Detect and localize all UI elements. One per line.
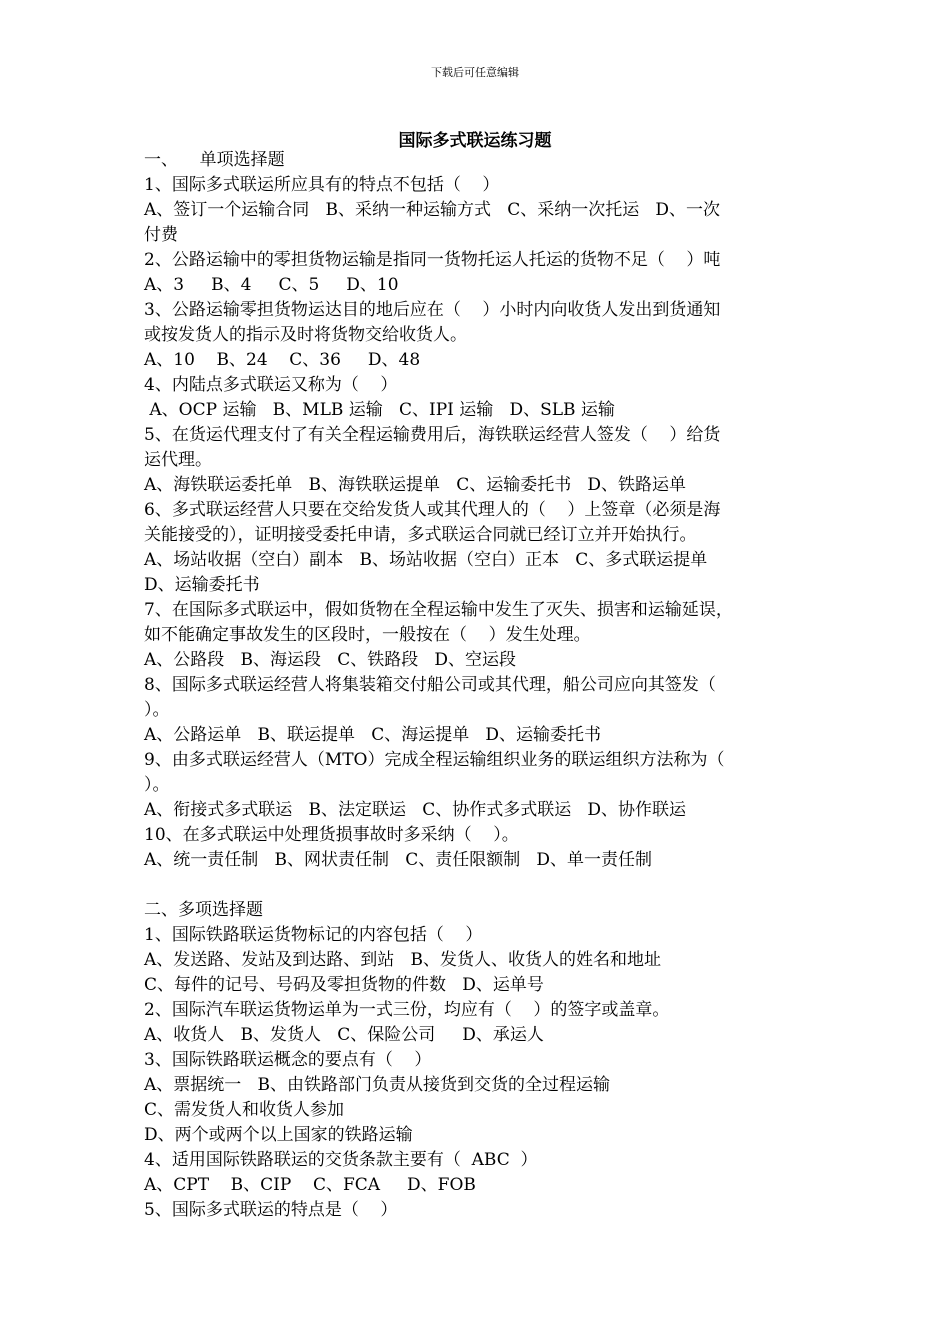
text-line: 6、多式联运经营人只要在交给发货人或其代理人的（ ）上签章（必须是海 [144,500,721,520]
text-line: A、公路运单 B、联运提单 C、海运提单 D、运输委托书 [144,725,602,745]
text-line: 如不能确定事故发生的区段时，一般按在（ ）发生处理。 [144,625,591,645]
text-line: 一、 单项选择题 [144,150,285,170]
text-line: A、统一责任制 B、网状责任制 C、责任限额制 D、单一责任制 [144,850,653,870]
text-line: D、两个或两个以上国家的铁路运输 [144,1125,413,1145]
text-line [144,873,812,898]
text-line: 1、国际多式联运所应具有的特点不包括（ ） [144,175,500,195]
document-title: 国际多式联运练习题 [398,131,552,151]
document-body [144,148,812,1223]
text-line: A、发送路、发站及到达路、到站 B、发货人、收货人的姓名和地址 [144,950,661,970]
text-line: A、票据统一 B、由铁路部门负责从接货到交货的全过程运输 [144,1075,610,1095]
text-line: 8、国际多式联运经营人将集装箱交付船公司或其代理，船公司应向其签发（ [144,675,716,695]
text-line: D、运输委托书 [144,575,260,595]
text-line: A、10 B、24 C、36 D、48 [144,350,421,370]
text-line: 运代理。 [144,450,212,470]
text-line: 10、在多式联运中处理货损事故时多采纳（ ）。 [144,825,519,845]
text-line: ）。 [144,700,170,720]
text-line: A、场站收据（空白）副本 B、场站收据（空白）正本 C、多式联运提单 [144,550,708,570]
text-line: A、公路段 B、海运段 C、铁路段 D、空运段 [144,650,517,670]
text-line: 或按发货人的指示及时将货物交给收货人。 [144,325,467,345]
text-line: 关能接受的），证明接受委托申请，多式联运合同就已经订立并开始执行。 [144,525,697,545]
text-line: A、海铁联运委托单 B、海铁联运提单 C、运输委托书 D、铁路运单 [144,475,687,495]
text-line: 二、多项选择题 [144,900,263,920]
text-line: 4、内陆点多式联运又称为（ ） [144,375,398,395]
text-line: 7、在国际多式联运中，假如货物在全程运输中发生了灭失、损害和运输延误， [144,600,733,620]
text-line: C、需发货人和收货人参加 [144,1100,345,1120]
text-line: C、每件的记号、号码及零担货物的件数 D、运单号 [144,975,544,995]
text-line: 5、在货运代理支付了有关全程运输费用后，海铁联运经营人签发（ ）给货 [144,425,721,445]
text-line: 1、国际铁路联运货物标记的内容包括（ ） [144,925,483,945]
text-line: ）。 [144,775,170,795]
text-line: A、签订一个运输合同 B、采纳一种运输方式 C、采纳一次托运 D、一次 [144,200,721,220]
text-line: 3、国际铁路联运概念的要点有（ ） [144,1050,432,1070]
text-line: A、3 B、4 C、5 D、10 [144,275,399,295]
text-line: 4、适用国际铁路联运的交货条款主要有（ ABC ） [144,1150,538,1170]
text-line: A、OCP 运输 B、MLB 运输 C、IPI 运输 D、SLB 运输 [144,400,615,420]
text-line: A、收货人 B、发货人 C、保险公司 D、承运人 [144,1025,544,1045]
text-line: 付费 [144,225,178,245]
text-line: 9、由多式联运经营人（MTO）完成全程运输组织业务的联运组织方法称为（ [144,750,725,770]
text-line: 5、国际多式联运的特点是（ ） [144,1200,398,1220]
text-line: 3、公路运输零担货物运达目的地后应在（ ）小时内向收货人发出到货通知 [144,300,721,320]
header-note: 下载后可任意编辑 [431,66,519,79]
text-line: A、衔接式多式联运 B、法定联运 C、协作式多式联运 D、协作联运 [144,800,687,820]
text-line: 2、国际汽车联运货物运单为一式三份，均应有（ ）的签字或盖章。 [144,1000,670,1020]
text-line: 2、公路运输中的零担货物运输是指同一货物托运人托运的货物不足（ ）吨 [144,250,721,270]
text-line: A、CPT B、CIP C、FCA D、FOB [144,1175,476,1195]
